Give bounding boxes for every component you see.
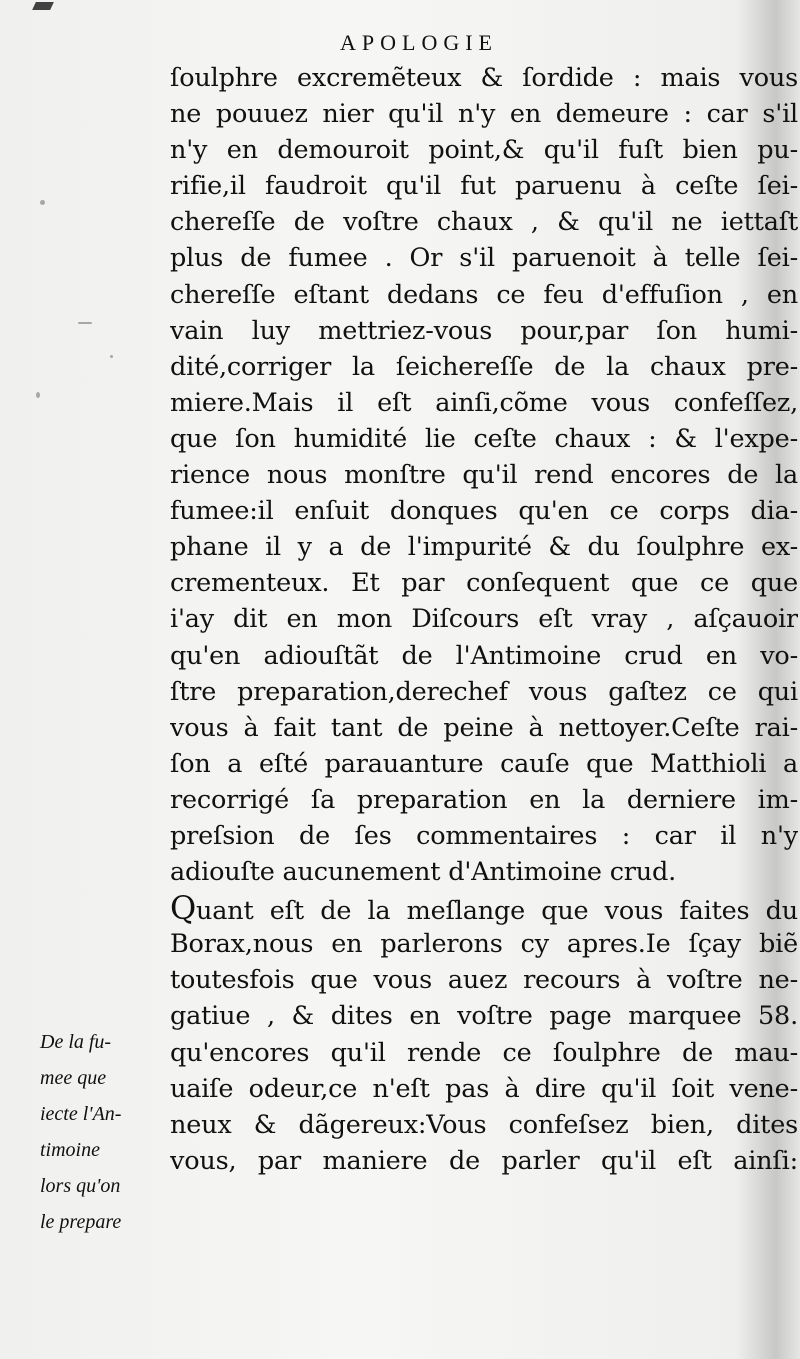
text-line: que ſon humidité lie ceſte chaux : & l'expe- xyxy=(170,423,798,454)
text-line: Borax,nous en parlerons cy apres.Ie ſçay biẽ xyxy=(170,929,798,960)
text-line: phane il y a de l'impurité & du ſoulphre ex- xyxy=(170,532,798,563)
text-line: plus de fumee . Or s'il paruenoit à telle ſei- xyxy=(170,243,798,274)
text-line: dité,corriger la ſeichereſſe de la chaux pre- xyxy=(170,351,798,382)
text-line: Quant eſt de la meſlange que vous faites du xyxy=(170,890,798,927)
text-line: rience nous monſtre qu'il rend encores de la xyxy=(170,460,798,491)
text-line: ſoulphre excremẽteux & ſordide : mais vous xyxy=(170,63,798,93)
text-line: recorrigé ſa preparation en la derniere im- xyxy=(170,784,798,815)
text-line: adiouſte aucunement d'Antimoine crud. xyxy=(170,857,677,888)
margin-note-line: lors qu'on xyxy=(40,1175,121,1198)
text-line: vain luy mettriez-vous pour,par ſon humi- xyxy=(170,315,798,346)
text-line: chereſſe de voſtre chaux , & qu'il ne iettaſt xyxy=(170,207,798,238)
text-line: ne pouuez nier qu'il n'y en demeure : car s'il xyxy=(170,99,798,130)
text-line: toutesfois que vous auez recours à voſtre ne- xyxy=(170,965,798,996)
text-line: qu'en adiouſtãt de l'Antimoine crud en vo- xyxy=(170,640,798,671)
text-line: vous, par maniere de parler qu'il eſt ainſi: xyxy=(170,1145,798,1176)
main-text-block xyxy=(170,60,798,1179)
text-line: uaiſe odeur,ce n'eſt pas à dire qu'il ſoit vene- xyxy=(170,1073,798,1104)
text-line: gatiue , & dites en voſtre page marquee 58. xyxy=(170,1001,798,1032)
text-line: preſsion de ſes commentaires : car il n'y xyxy=(170,820,798,851)
text-line: miere.Mais il eſt ainſi,cõme vous confeſſez, xyxy=(170,387,798,418)
running-title: APOLOGIE xyxy=(340,30,498,55)
text-line: chereſſe eſtant dedans ce feu d'effuſion , en xyxy=(170,279,798,310)
ink-mark xyxy=(32,2,54,10)
paper-speck xyxy=(40,200,45,205)
text-line: i'ay dit en mon Diſcours eſt vray , aſçauoir xyxy=(170,604,798,635)
text-line: n'y en demouroit point,& qu'il fuſt bien pu- xyxy=(170,135,798,166)
text-line: rifie,il faudroit qu'il fut paruenu à ceſte ſei- xyxy=(170,171,798,202)
text-line: crementeux. Et par conſequent que ce que xyxy=(170,568,798,599)
text-line: ſon a eſté parauanture cauſe que Matthioli a xyxy=(170,748,798,779)
paper-speck xyxy=(36,392,40,398)
text-line: neux & dãgereux:Vous confeſsez bien, dites xyxy=(170,1109,798,1140)
paper-speck xyxy=(78,322,92,324)
margin-note-line: le prepare xyxy=(40,1211,122,1234)
text-line: qu'encores qu'il rende ce ſoulphre de mau- xyxy=(170,1037,798,1068)
margin-note-line: timoine xyxy=(40,1139,100,1162)
text-line: vous à fait tant de peine à nettoyer.Ceſte rai- xyxy=(170,712,798,743)
margin-note xyxy=(40,1024,172,1241)
margin-note-line: iecte l'An- xyxy=(40,1103,122,1126)
text-line: ſtre preparation,derechef vous gaſtez ce qui xyxy=(170,676,798,707)
text-line: fumee:il enſuit donques qu'en ce corps dia- xyxy=(170,496,798,527)
margin-note-line: mee que xyxy=(40,1067,107,1090)
margin-note-line: De la fu- xyxy=(40,1031,112,1053)
paper-speck xyxy=(110,355,113,358)
